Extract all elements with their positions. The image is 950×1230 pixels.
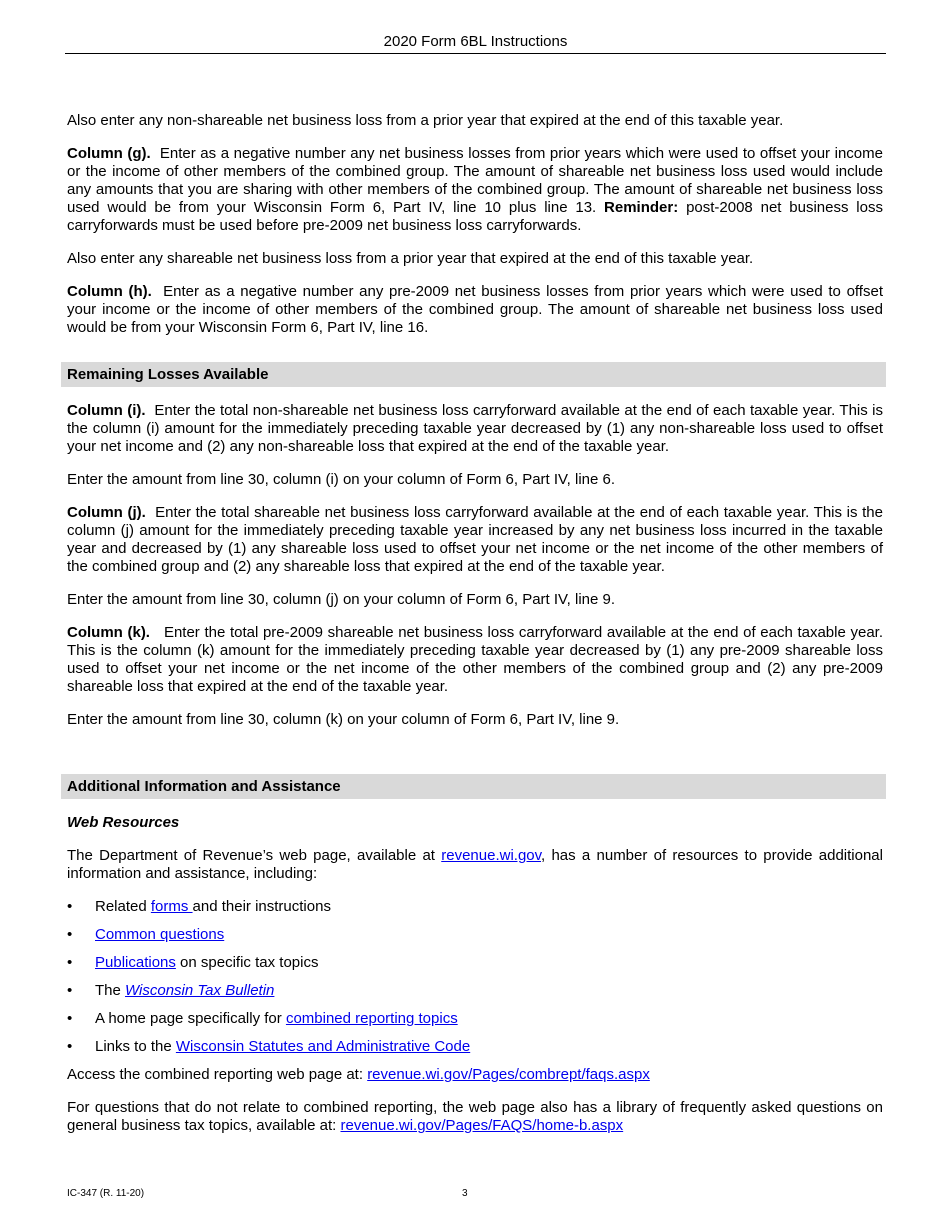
bullet-icon: • [67, 1010, 73, 1027]
list-item [67, 982, 883, 1000]
page-header [65, 33, 886, 54]
list-item-text: Links to the [95, 1038, 176, 1055]
section-heading-remaining-losses: Remaining Losses Available [61, 362, 886, 387]
column-g-text: Enter as a negative number any net business losses from prior years which were used to offset your income or the income of other members of the combined group. The amount of shareable net business loss used would include any amounts that you are sharing with other members of the combined group. The amount of shareable net business loss used would be from your Wisconsin Form 6, Part IV, line 10 plus line 13. [67, 145, 883, 216]
tax-bulletin-link[interactable]: Wisconsin Tax Bulletin [125, 982, 275, 999]
paragraph-column-j [67, 504, 883, 576]
bullet-icon: • [67, 926, 73, 943]
web-intro-before: The Department of Revenue’s web page, available at [67, 847, 442, 864]
access-text: Access the combined reporting web page at: [67, 1066, 368, 1083]
statutes-link[interactable]: Wisconsin Statutes and Administrative Code [175, 1038, 471, 1055]
column-i-text: Enter the total non-shareable net business loss carryforward available at the end of each taxable year. This is the column (i) amount for the immediately preceding taxable year decreased by (1) any non-shareable loss used to offset your net income and (2) any non-shareable loss that expired at the end of the taxable year. [67, 402, 883, 455]
bullet-icon: • [67, 954, 73, 971]
page-title: 2020 Form 6BL Instructions [383, 33, 568, 50]
list-item [67, 1010, 883, 1028]
document-body [67, 112, 883, 1135]
reminder-text: post-2008 net business loss carryforwards must be used before pre-2009 net business loss carryforwards. [67, 199, 883, 234]
paragraph-web-intro [67, 847, 883, 883]
combrept-faqs-link[interactable]: revenue.wi.gov/Pages/combrept/faqs.aspx [367, 1066, 650, 1083]
list-item-text: and their instructions [192, 898, 331, 915]
list-item-text: A home page specifically for [95, 1010, 286, 1027]
form-id: IC-347 (R. 11-20) [67, 1188, 145, 1199]
web-resources-heading: Web Resources [67, 814, 180, 831]
column-h-label: Column (h). [67, 283, 152, 300]
column-j-text: Enter the total shareable net business loss carryforward available at the end of each taxable year. This is the column (j) amount for the immediately preceding taxable year increased by any net business loss incurred in the taxable year and decreased by (1) any shareable loss used to offset your net income or the net income of the other members of the combined group and (2) any shareable loss that expired at the end of the taxable year. [67, 504, 883, 575]
list-item [67, 954, 883, 972]
bullet-icon: • [67, 898, 73, 915]
paragraph-enter-column-j: Enter the amount from line 30, column (j) on your column of Form 6, Part IV, line 9. [67, 591, 616, 608]
page-number: 3 [462, 1188, 468, 1199]
column-g-label: Column (g). [67, 145, 151, 162]
paragraph-shareable-expired: Also enter any shareable net business loss from a prior year that expired at the end of this taxable year. [67, 250, 754, 267]
list-item [67, 926, 883, 944]
publications-link[interactable]: Publications [95, 954, 176, 971]
column-i-label: Column (i). [67, 402, 146, 419]
revenue-wi-gov-link[interactable]: revenue.wi.gov [441, 847, 542, 864]
bullet-icon: • [67, 1038, 73, 1055]
list-item [67, 898, 883, 916]
common-questions-link[interactable]: Common questions [95, 926, 225, 943]
paragraph-enter-column-k: Enter the amount from line 30, column (k) on your column of Form 6, Part IV, line 9. [67, 711, 620, 728]
bullet-icon: • [67, 982, 73, 999]
paragraph-general-questions [67, 1099, 883, 1135]
forms-link[interactable]: forms [150, 898, 193, 915]
faqs-home-b-link[interactable]: revenue.wi.gov/Pages/FAQS/home-b.aspx [340, 1117, 624, 1134]
questions-text: For questions that do not relate to combined reporting, the web page also has a library of frequently asked questions on general business tax topics, available at: [67, 1099, 883, 1134]
paragraph-column-g [67, 145, 883, 235]
list-item-text: on specific tax topics [175, 954, 319, 971]
list-item-text: The [95, 982, 126, 999]
column-h-text: Enter as a negative number any pre-2009 net business losses from prior years which were used to offset your income or the income of other members of the combined group. The amount of shareable net business loss used would be from your Wisconsin Form 6, Part IV, line 16. [67, 283, 883, 336]
web-intro-after: , has a number of resources to provide additional information and assistance, including: [67, 847, 883, 882]
paragraph-column-h [67, 283, 883, 337]
paragraph-nonshareable-expired: Also enter any non-shareable net business loss from a prior year that expired at the end of this taxable year. [67, 112, 784, 129]
list-item [67, 1038, 883, 1056]
column-k-label: Column (k). [67, 624, 150, 641]
paragraph-column-i [67, 402, 883, 456]
paragraph-access-combined-reporting [67, 1066, 883, 1084]
combined-reporting-topics-link[interactable]: combined reporting topics [285, 1010, 458, 1027]
paragraph-enter-column-i: Enter the amount from line 30, column (i) on your column of Form 6, Part IV, line 6. [67, 471, 616, 488]
paragraph-column-k [67, 624, 883, 696]
reminder-label: Reminder: [604, 199, 679, 216]
column-k-text: Enter the total pre-2009 shareable net business loss carryforward available at the end of each taxable year. This is the column (k) amount for the immediately preceding taxable year decreased by (1) any pre-2009 shareable loss used to offset your net income or the net income of the other members of the combined group and (2) any pre-2009 shareable loss that expired at the end of the taxable year. [67, 624, 883, 695]
column-j-label: Column (j). [67, 504, 146, 521]
section-heading-additional-info: Additional Information and Assistance [61, 774, 886, 799]
resource-list [67, 898, 883, 1056]
list-item-text: Related [95, 898, 151, 915]
